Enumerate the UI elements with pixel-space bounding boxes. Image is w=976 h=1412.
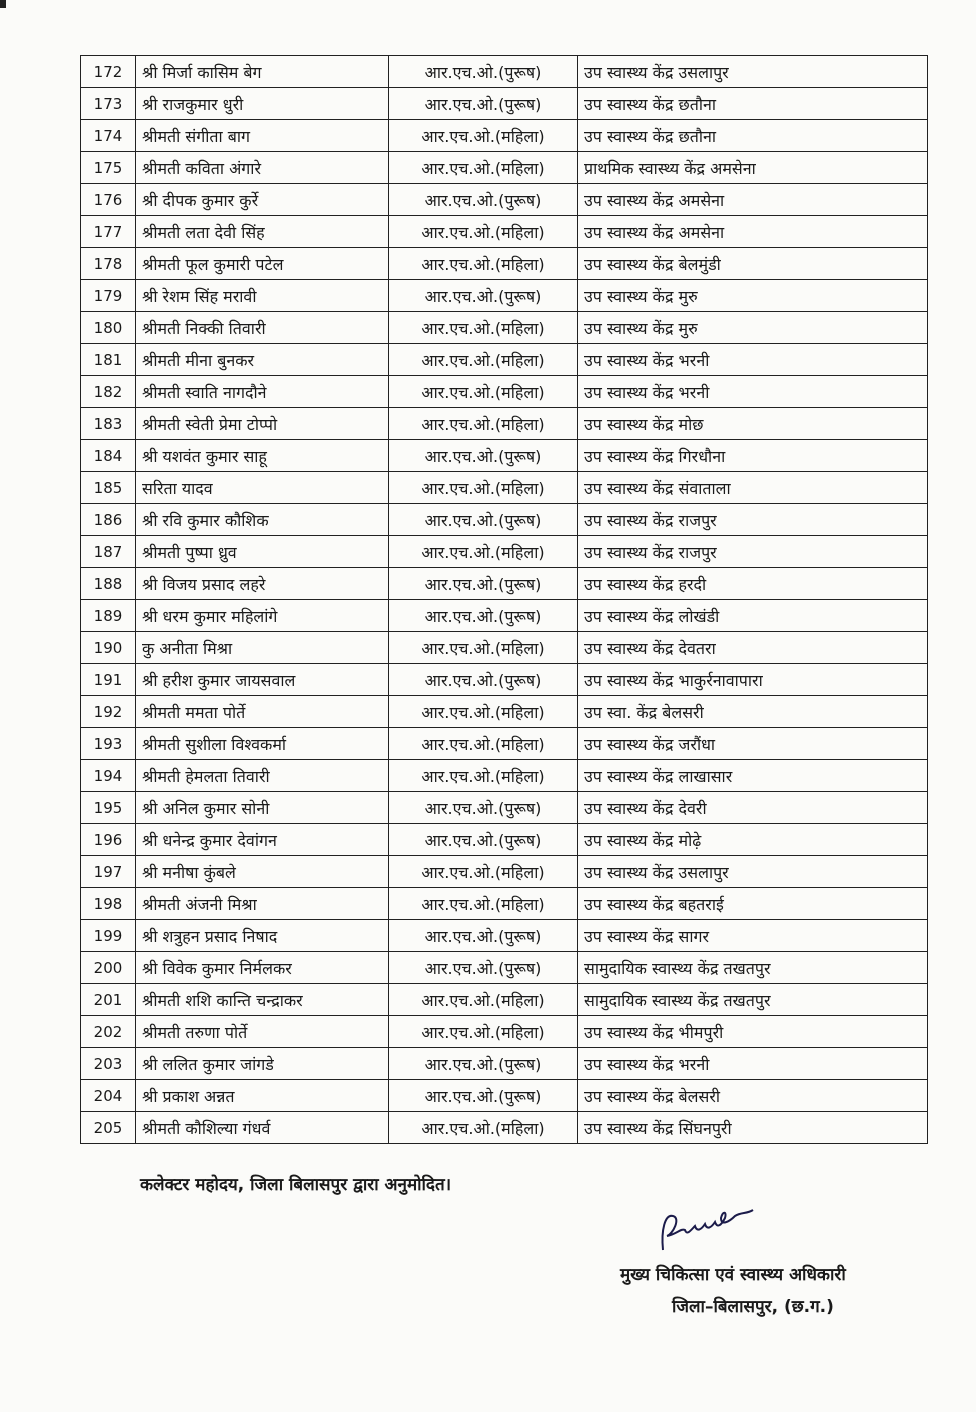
serial-number: 182 <box>81 376 136 408</box>
post-designation: आर.एच.ओ.(पुरूष) <box>389 824 578 856</box>
posting-place: उप स्वास्थ्य केंद्र देवरी <box>578 792 928 824</box>
table-row <box>81 312 928 344</box>
table-row <box>81 632 928 664</box>
posting-place: उप स्वास्थ्य केंद्र भरनी <box>578 376 928 408</box>
serial-number: 179 <box>81 280 136 312</box>
post-designation: आर.एच.ओ.(महिला) <box>389 312 578 344</box>
serial-number: 196 <box>81 824 136 856</box>
employee-name: श्रीमती तरुणा पोर्ते <box>136 1016 389 1048</box>
serial-number: 181 <box>81 344 136 376</box>
table-row <box>81 152 928 184</box>
posting-place: उप स्वास्थ्य केंद्र जरौंधा <box>578 728 928 760</box>
employee-name: श्री धरम कुमार महिलांगे <box>136 600 389 632</box>
employee-name: श्री यशवंत कुमार साहू <box>136 440 389 472</box>
employee-name: श्री दीपक कुमार कुर्रे <box>136 184 389 216</box>
serial-number: 205 <box>81 1112 136 1144</box>
posting-place: प्राथमिक स्वास्थ्य केंद्र अमसेना <box>578 152 928 184</box>
posting-place: उप स्वास्थ्य केंद्र उसलापुर <box>578 856 928 888</box>
employee-name: श्रीमती निक्की तिवारी <box>136 312 389 344</box>
post-designation: आर.एच.ओ.(महिला) <box>389 536 578 568</box>
employee-name: श्रीमती कविता अंगारे <box>136 152 389 184</box>
post-designation: आर.एच.ओ.(महिला) <box>389 120 578 152</box>
table-row <box>81 88 928 120</box>
table-row <box>81 728 928 760</box>
serial-number: 194 <box>81 760 136 792</box>
serial-number: 186 <box>81 504 136 536</box>
employee-name: श्री मिर्जा कासिम बेग <box>136 56 389 88</box>
serial-number: 189 <box>81 600 136 632</box>
employee-name: श्री शत्रुहन प्रसाद निषाद <box>136 920 389 952</box>
post-designation: आर.एच.ओ.(महिला) <box>389 632 578 664</box>
post-designation: आर.एच.ओ.(पुरूष) <box>389 440 578 472</box>
post-designation: आर.एच.ओ.(पुरूष) <box>389 1048 578 1080</box>
post-designation: आर.एच.ओ.(पुरूष) <box>389 600 578 632</box>
employee-name: श्रीमती संगीता बाग <box>136 120 389 152</box>
serial-number: 195 <box>81 792 136 824</box>
posting-place: उप स्वा. केंद्र बेलसरी <box>578 696 928 728</box>
serial-number: 172 <box>81 56 136 88</box>
table-row <box>81 344 928 376</box>
employee-name: श्रीमती कौशिल्या गंधर्व <box>136 1112 389 1144</box>
post-designation: आर.एच.ओ.(महिला) <box>389 984 578 1016</box>
posting-place: उप स्वास्थ्य केंद्र अमसेना <box>578 216 928 248</box>
serial-number: 202 <box>81 1016 136 1048</box>
serial-number: 190 <box>81 632 136 664</box>
post-designation: आर.एच.ओ.(पुरूष) <box>389 184 578 216</box>
posting-place: उप स्वास्थ्य केंद्र लाखासार <box>578 760 928 792</box>
post-designation: आर.एच.ओ.(महिला) <box>389 760 578 792</box>
posting-place: उप स्वास्थ्य केंद्र हरदी <box>578 568 928 600</box>
table-row <box>81 216 928 248</box>
signatory-title: मुख्य चिकित्सा एवं स्वास्थ्य अधिकारी <box>620 1265 846 1285</box>
post-designation: आर.एच.ओ.(महिला) <box>389 472 578 504</box>
table-row <box>81 1112 928 1144</box>
employee-name: श्रीमती सुशीला विश्वकर्मा <box>136 728 389 760</box>
posting-place: उप स्वास्थ्य केंद्र मोछ <box>578 408 928 440</box>
table-row <box>81 1048 928 1080</box>
posting-place: उप स्वास्थ्य केंद्र भरनी <box>578 1048 928 1080</box>
serial-number: 204 <box>81 1080 136 1112</box>
serial-number: 183 <box>81 408 136 440</box>
post-designation: आर.एच.ओ.(पुरूष) <box>389 1080 578 1112</box>
table-row <box>81 248 928 280</box>
serial-number: 178 <box>81 248 136 280</box>
posting-place: उप स्वास्थ्य केंद्र राजपुर <box>578 536 928 568</box>
employee-name: श्री धनेन्द्र कुमार देवांगन <box>136 824 389 856</box>
serial-number: 175 <box>81 152 136 184</box>
employee-name: श्री अनिल कुमार सोनी <box>136 792 389 824</box>
table-row <box>81 280 928 312</box>
posting-place: उप स्वास्थ्य केंद्र राजपुर <box>578 504 928 536</box>
table-row <box>81 536 928 568</box>
employee-name: सरिता यादव <box>136 472 389 504</box>
post-designation: आर.एच.ओ.(महिला) <box>389 696 578 728</box>
post-designation: आर.एच.ओ.(पुरूष) <box>389 664 578 696</box>
posting-place: उप स्वास्थ्य केंद्र बहतराई <box>578 888 928 920</box>
employee-name: श्री राजकुमार धुरी <box>136 88 389 120</box>
approval-note: कलेक्टर महोदय, जिला बिलासपुर द्वारा अनुमोदित। <box>140 1175 452 1195</box>
posting-place: उप स्वास्थ्य केंद्र सिंघनपुरी <box>578 1112 928 1144</box>
serial-number: 188 <box>81 568 136 600</box>
posting-place: उप स्वास्थ्य केंद्र भीमपुरी <box>578 1016 928 1048</box>
employee-name: श्री विजय प्रसाद लहरे <box>136 568 389 600</box>
post-designation: आर.एच.ओ.(पुरूष) <box>389 952 578 984</box>
employee-name: श्री मनीषा कुंबले <box>136 856 389 888</box>
employee-name: श्री हरीश कुमार जायसवाल <box>136 664 389 696</box>
posting-place: उप स्वास्थ्य केंद्र उसलापुर <box>578 56 928 88</box>
serial-number: 187 <box>81 536 136 568</box>
posting-place: उप स्वास्थ्य केंद्र लोखंडी <box>578 600 928 632</box>
table-row <box>81 440 928 472</box>
posting-place: उप स्वास्थ्य केंद्र मुरु <box>578 312 928 344</box>
table-row <box>81 568 928 600</box>
post-designation: आर.एच.ओ.(महिला) <box>389 248 578 280</box>
table-row <box>81 1016 928 1048</box>
post-designation: आर.एच.ओ.(पुरूष) <box>389 56 578 88</box>
employee-name: कु अनीता मिश्रा <box>136 632 389 664</box>
posting-place: सामुदायिक स्वास्थ्य केंद्र तखतपुर <box>578 952 928 984</box>
post-designation: आर.एच.ओ.(महिला) <box>389 1112 578 1144</box>
employee-name: श्रीमती स्वेती प्रेमा टोप्पो <box>136 408 389 440</box>
table-row <box>81 600 928 632</box>
post-designation: आर.एच.ओ.(पुरूष) <box>389 792 578 824</box>
serial-number: 203 <box>81 1048 136 1080</box>
serial-number: 191 <box>81 664 136 696</box>
posting-place: उप स्वास्थ्य केंद्र गिरधौना <box>578 440 928 472</box>
employee-name: श्रीमती ममता पोर्ते <box>136 696 389 728</box>
posting-place: उप स्वास्थ्य केंद्र बेलमुंडी <box>578 248 928 280</box>
serial-number: 184 <box>81 440 136 472</box>
post-designation: आर.एच.ओ.(महिला) <box>389 728 578 760</box>
employee-name: श्रीमती शशि कान्ति चन्द्राकर <box>136 984 389 1016</box>
post-designation: आर.एच.ओ.(पुरूष) <box>389 568 578 600</box>
serial-number: 173 <box>81 88 136 120</box>
serial-number: 198 <box>81 888 136 920</box>
post-designation: आर.एच.ओ.(महिला) <box>389 376 578 408</box>
table-row <box>81 760 928 792</box>
table-row <box>81 824 928 856</box>
signature <box>655 1200 775 1264</box>
employee-name: श्री प्रकाश अन्नत <box>136 1080 389 1112</box>
post-designation: आर.एच.ओ.(महिला) <box>389 408 578 440</box>
table-row <box>81 696 928 728</box>
posting-place: उप स्वास्थ्य केंद्र अमसेना <box>578 184 928 216</box>
serial-number: 193 <box>81 728 136 760</box>
serial-number: 199 <box>81 920 136 952</box>
signatory-location: जिला–बिलासपुर, (छ.ग.) <box>672 1297 834 1317</box>
employee-name: श्री रेशम सिंह मरावी <box>136 280 389 312</box>
posting-place: सामुदायिक स्वास्थ्य केंद्र तखतपुर <box>578 984 928 1016</box>
table-row <box>81 56 928 88</box>
posting-place: उप स्वास्थ्य केंद्र भाकुर्रनावापारा <box>578 664 928 696</box>
table-row <box>81 984 928 1016</box>
table-row <box>81 376 928 408</box>
post-designation: आर.एच.ओ.(महिला) <box>389 856 578 888</box>
serial-number: 180 <box>81 312 136 344</box>
table-row <box>81 1080 928 1112</box>
serial-number: 176 <box>81 184 136 216</box>
employee-name: श्रीमती हेमलता तिवारी <box>136 760 389 792</box>
employee-name: श्री ललित कुमार जांगडे <box>136 1048 389 1080</box>
table-body <box>81 56 928 1144</box>
employee-name: श्रीमती लता देवी सिंह <box>136 216 389 248</box>
employee-name: श्रीमती स्वाति नागदौने <box>136 376 389 408</box>
post-designation: आर.एच.ओ.(महिला) <box>389 216 578 248</box>
post-designation: आर.एच.ओ.(पुरूष) <box>389 504 578 536</box>
post-designation: आर.एच.ओ.(महिला) <box>389 1016 578 1048</box>
posting-place: उप स्वास्थ्य केंद्र छतौना <box>578 120 928 152</box>
posting-place: उप स्वास्थ्य केंद्र बेलसरी <box>578 1080 928 1112</box>
table-row <box>81 888 928 920</box>
employee-name: श्री विवेक कुमार निर्मलकर <box>136 952 389 984</box>
page-edge-mark <box>0 0 6 8</box>
post-designation: आर.एच.ओ.(महिला) <box>389 888 578 920</box>
post-designation: आर.एच.ओ.(पुरूष) <box>389 88 578 120</box>
post-designation: आर.एच.ओ.(महिला) <box>389 152 578 184</box>
serial-number: 192 <box>81 696 136 728</box>
posting-place: उप स्वास्थ्य केंद्र सागर <box>578 920 928 952</box>
employee-name: श्रीमती फूल कुमारी पटेल <box>136 248 389 280</box>
table-row <box>81 952 928 984</box>
employee-name: श्रीमती अंजनी मिश्रा <box>136 888 389 920</box>
serial-number: 197 <box>81 856 136 888</box>
employee-name: श्रीमती पुष्पा ध्रुव <box>136 536 389 568</box>
posting-place: उप स्वास्थ्य केंद्र मोढ़े <box>578 824 928 856</box>
post-designation: आर.एच.ओ.(पुरूष) <box>389 280 578 312</box>
serial-number: 177 <box>81 216 136 248</box>
serial-number: 185 <box>81 472 136 504</box>
table-row <box>81 504 928 536</box>
table-row <box>81 408 928 440</box>
table-row <box>81 184 928 216</box>
posting-place: उप स्वास्थ्य केंद्र छतौना <box>578 88 928 120</box>
serial-number: 201 <box>81 984 136 1016</box>
table-row <box>81 664 928 696</box>
table-row <box>81 472 928 504</box>
employee-name: श्री रवि कुमार कौशिक <box>136 504 389 536</box>
posting-place: उप स्वास्थ्य केंद्र संवाताला <box>578 472 928 504</box>
posting-place: उप स्वास्थ्य केंद्र देवतरा <box>578 632 928 664</box>
staff-posting-table <box>80 55 928 1144</box>
serial-number: 200 <box>81 952 136 984</box>
serial-number: 174 <box>81 120 136 152</box>
posting-place: उप स्वास्थ्य केंद्र भरनी <box>578 344 928 376</box>
post-designation: आर.एच.ओ.(महिला) <box>389 344 578 376</box>
table-row <box>81 856 928 888</box>
table-row <box>81 792 928 824</box>
table-row <box>81 120 928 152</box>
table-row <box>81 920 928 952</box>
employee-name: श्रीमती मीना बुनकर <box>136 344 389 376</box>
posting-place: उप स्वास्थ्य केंद्र मुरु <box>578 280 928 312</box>
post-designation: आर.एच.ओ.(पुरूष) <box>389 920 578 952</box>
